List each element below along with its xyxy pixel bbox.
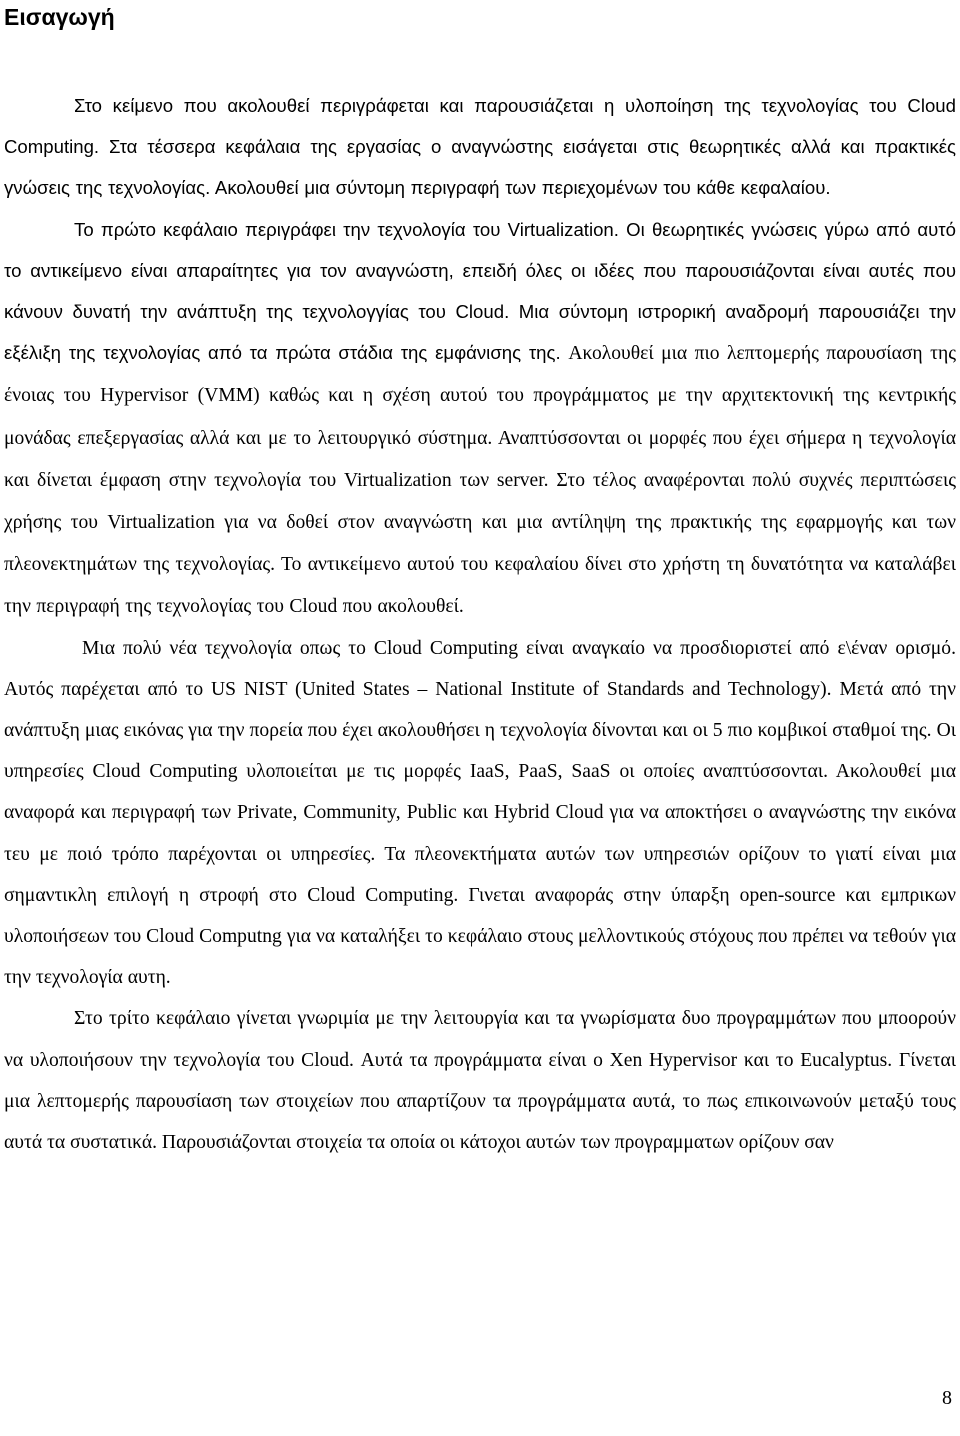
page-number: 8 [942,1387,952,1409]
paragraph-chapter-one [4,209,956,628]
paragraph-chapter-one-serif-part: Ακολουθεί μια πιο λεπτομερής παρουσίαση της ένοιας του Hypervisor (VMM) καθώς και η σχέση αυτού του προγράμματος με την αρχιτεκτονική της κεντρικής μονάδας επεξεργασίας αλλά και με το λειτουργικό σύστημα. Αναπτύσσονται οι μορφές που έχει σήμερα η τεχνολογία και δίνεται έμφαση στην τεχνολογία του Virtualization των server. Στο τέλος αναφέρονται πολύ συχνές περιπτώσεις χρήσης του Virtualization για να δοθεί στον αναγνώστη και μια αντίληψη της πρακτικής της εφαρμογής και των πλεονεκτημάτων της τεχνολογίας. Το αντικείμενο αυτού του κεφαλαίου δίνει στο χρήστη τη δυνατότητα να καταλάβει την περιγραφή της τεχνολογίας του Cloud που ακολουθεί. [4,343,956,618]
paragraph-chapter-three: Στο τρίτο κεφάλαιο γίνεται γνωριμία με την λειτουργία και τα γνωρίσματα δυο προγραμμάτων που μποορούν να υλοποιήσουν την τεχνολογία του Cloud. Αυτά τα προγράμματα είναι ο Xen Hypervisor και το Eucalyptus. Γίνεται μια λεπτομερής παρουσίαση των στοιχείων που απαρτίζουν τα προγράμματα αυτά, το πως επικοινωνούν μεταξύ τους αυτά τα συστατικά. Παρουσιάζονται στοιχεία τα οποία οι κάτοχοι αυτών των προγραμματων ορίζουν σαν [4,1008,956,1154]
document-body [4,85,956,1163]
paragraph-chapter-one-sans-part: Το πρώτο κεφάλαιο περιγράφει την τεχνολογία του Virtualization. Οι θεωρητικές γνώσεις γύρω από αυτό το αντικείμενο είναι απαραίτητες για τον αναγνώστη, επειδή όλες οι ιδέες που παρουσιάζονται είναι αυτές που κάνουν δυνατή την ανάπτυξη της τεχνολογγίας του Cloud. Μια σύντομη ιστρορική αναδρομή παρουσιάζει την εξέλιξη της τεχνολογίας από τα πρώτα στάδια της εμφάνισης της. [4,218,956,364]
paragraph-intro: Στο κείμενο που ακολουθεί περιγράφεται και παρουσιάζεται η υλοποίηση της τεχνολογίας του Cloud Computing. Στα τέσσερα κεφάλαια της εργασίας ο αναγνώστης εισάγεται στις θεωρητικές αλλά και πρακτικές γνώσεις της τεχνολογίας. Ακολουθεί μια σύντομη περιγραφή των περιεχομένων του κάθε κεφαλαίου. [4,95,956,199]
paragraph-chapter-two: Μια πολύ νέα τεχνολογία οπως το Cloud Computing είναι αναγκαίο να προσδιοριστεί από ε\έναν ορισμό. Αυτός παρέχεται από το US NIST (United States – National Institute of Standards and Technology). Μετά από την ανάπτυξη μιας εικόνας για την πορεία που έχει ακολουθήσει η τεχνολογία δίνονται και οι 5 πιο κομβικοί σταθμοί της. Οι υπηρεσίες Cloud Computing υλοποιείται με τις μορφές IaaS, PaaS, SaaS οι οποίες αναπτύσσονται. Ακολουθεί μια αναφορά και περιγραφή των Private, Community, Public και Hybrid Cloud για να αποκτήσει ο αναγνώστης την εικόνα τευ με ποιό τρόπο παρέχονται οι υπηρεσίες. Τα πλεονεκτήματα αυτών των υπηρεσιών ορίζουν το γιατί είναι μια σημαντικλη επιλογή η στροφή στο Cloud Computing. Γινεται αναφοράς στην ύπαρξη open-source και εμπρικων υλοποιήσεων του Cloud Computng για να καταλήξει το κεφάλαιο στους μελλοντικούς στόχους που πρέπει να τεθούν για την τεχνολογία αυτη. [4,637,956,989]
section-heading: Εισαγωγή [4,4,115,30]
